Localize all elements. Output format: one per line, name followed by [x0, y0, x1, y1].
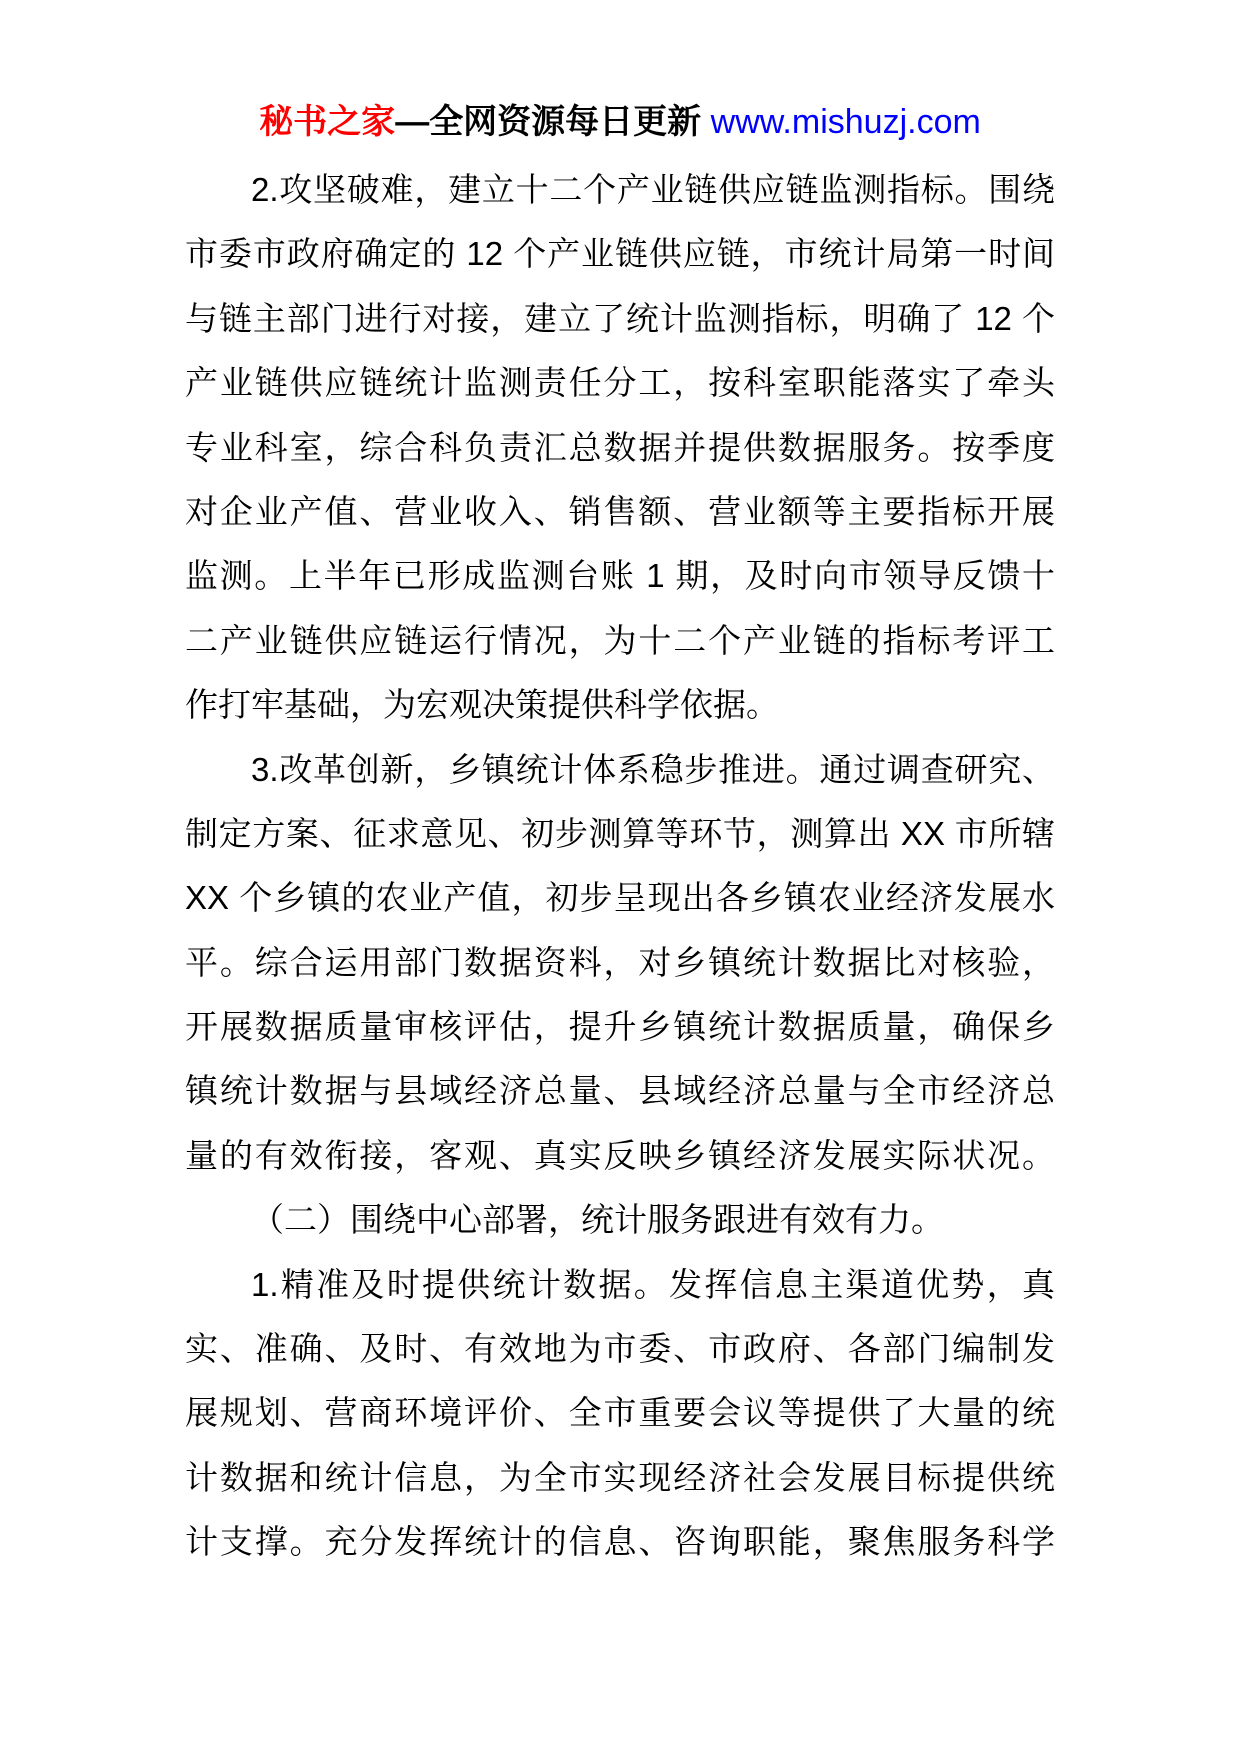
text-line: XX 个乡镇的农业产值，初步呈现出各乡镇农业经济发展水	[185, 879, 1055, 917]
text-line: 镇统计数据与县域经济总量、县域经济总量与全市经济总	[185, 1072, 1055, 1110]
text-line: 作打牢基础，为宏观决策提供科学依据。	[185, 686, 779, 724]
text-line: 制定方案、征求意见、初步测算等环节，测算出 XX 市所辖	[185, 814, 1055, 852]
text-line: 专业科室，综合科负责汇总数据并提供数据服务。按季度	[185, 428, 1055, 466]
text-line: 3.改革创新，乡镇统计体系稳步推进。通过调查研究、	[251, 750, 1055, 788]
document-body	[0, 158, 1240, 1575]
text-line: 1.精准及时提供统计数据。发挥信息主渠道优势，真	[251, 1265, 1055, 1303]
text-line: 开展数据质量审核评估，提升乡镇统计数据质量，确保乡	[185, 1008, 1055, 1046]
text-line: 与链主部门进行对接，建立了统计监测指标，明确了 12 个	[185, 299, 1055, 337]
text-line: （二）围绕中心部署，统计服务跟进有效有力。	[251, 1201, 944, 1239]
text-line: 计支撑。充分发挥统计的信息、咨询职能，聚焦服务科学	[185, 1523, 1055, 1561]
text-line: 平。综合运用部门数据资料，对乡镇统计数据比对核验，	[185, 943, 1055, 981]
text-line: 展规划、营商环境评价、全市重要会议等提供了大量的统	[185, 1394, 1055, 1432]
header-separator-space	[701, 103, 710, 141]
text-line: 量的有效衔接，客观、真实反映乡镇经济发展实际状况。	[185, 1136, 1055, 1174]
text-line: 市委市政府确定的 12 个产业链供应链，市统计局第一时间	[185, 235, 1055, 273]
page-header	[0, 0, 1240, 154]
text-line: 2.攻坚破难，建立十二个产业链供应链监测指标。围绕	[251, 171, 1055, 208]
text-line: 二产业链供应链运行情况，为十二个产业链的指标考评工	[185, 621, 1055, 659]
text-line: 对企业产值、营业收入、销售额、营业额等主要指标开展	[185, 492, 1055, 530]
text-line: 计数据和统计信息，为全市实现经济社会发展目标提供统	[185, 1458, 1055, 1496]
site-url-link[interactable]: www.mishuzj.com	[710, 103, 981, 141]
text-line: 实、准确、及时、有效地为市委、市政府、各部门编制发	[185, 1330, 1055, 1368]
header-tagline: —全网资源每日更新	[395, 103, 702, 141]
text-line: 产业链供应链统计监测责任分工，按科室职能落实了牵头	[185, 364, 1055, 402]
brand-text: 秘书之家	[259, 103, 396, 141]
text-line: 监测。上半年已形成监测台账 1 期，及时向市领导反馈十	[185, 557, 1055, 595]
